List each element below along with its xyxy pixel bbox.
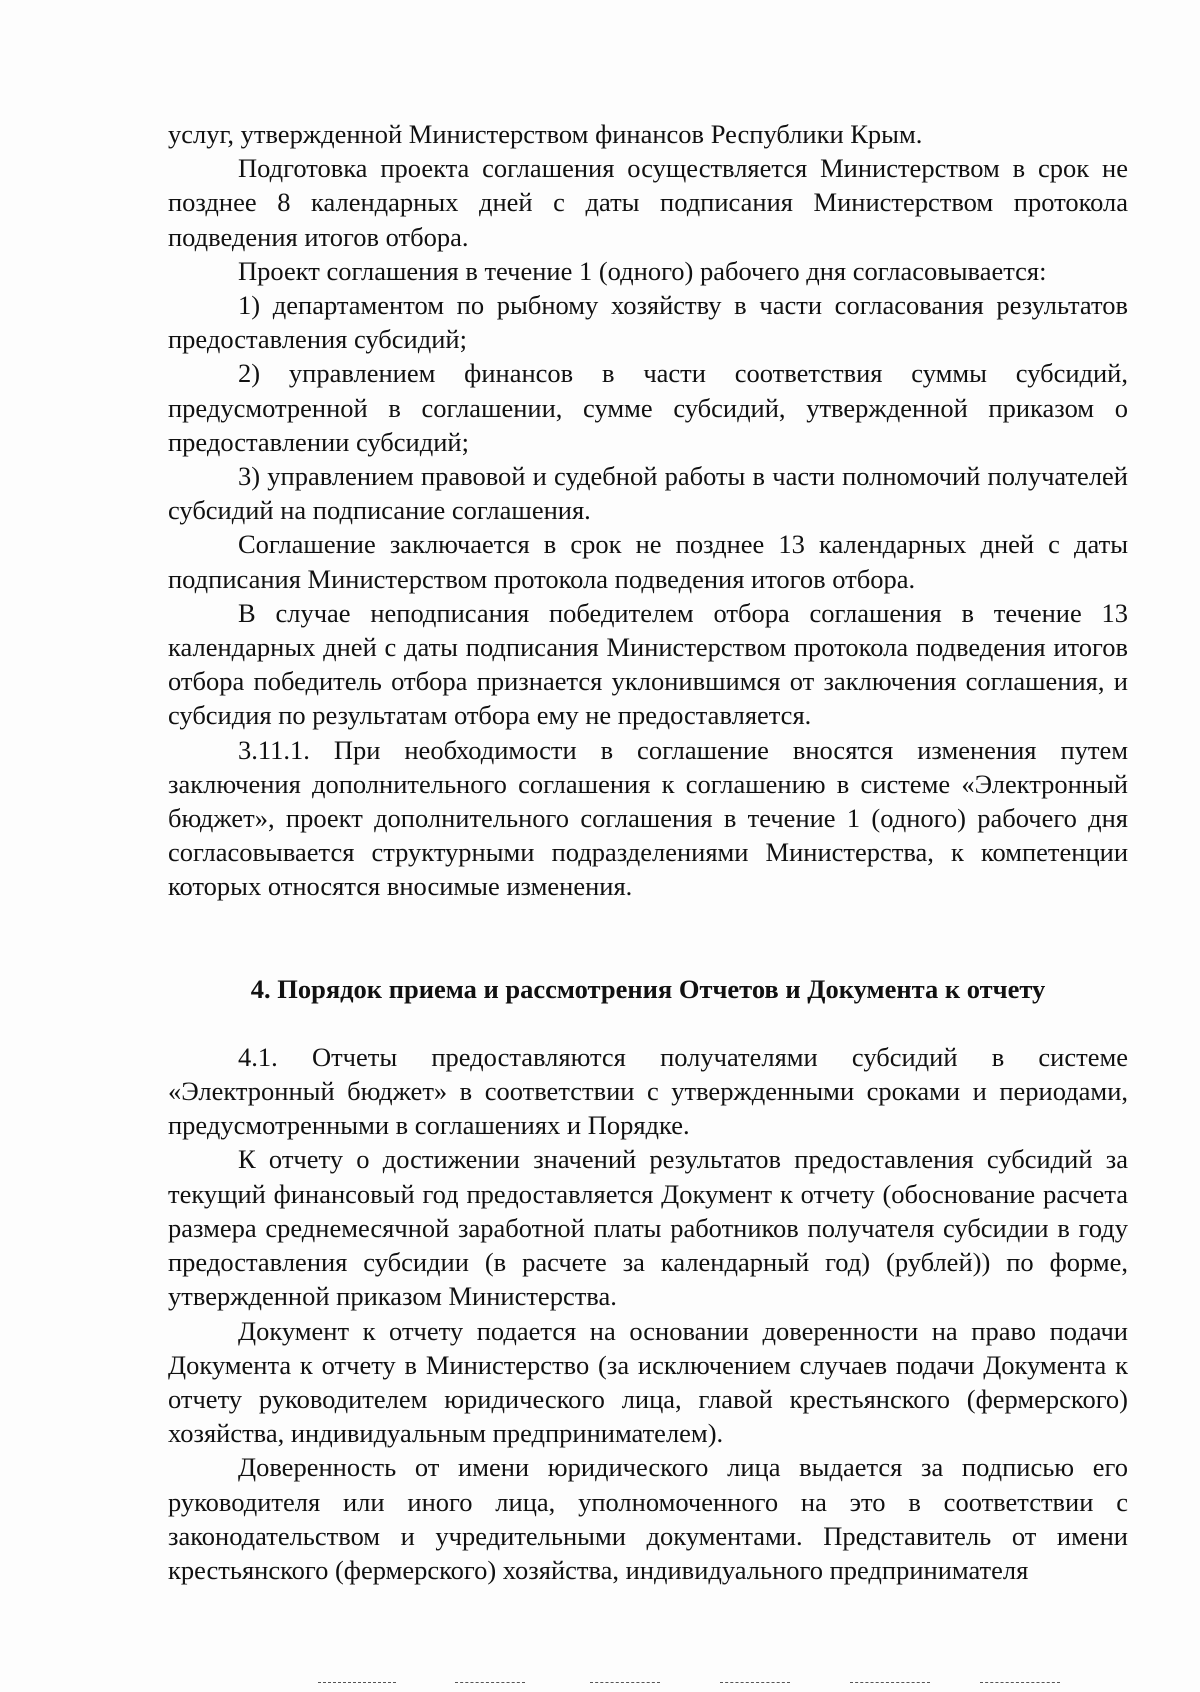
paragraph-agreement-deadline: Соглашение заключается в срок не позднее 13 календарных дней с даты подписания Министерством протокола подведения итогов отбора. <box>168 529 1128 594</box>
footer-scan-line <box>980 1682 1060 1683</box>
footer-scan-line <box>720 1682 790 1683</box>
footer-scan-line <box>590 1682 660 1683</box>
paragraph-4-1: 4.1. Отчеты предоставляются получателями субсидий в системе «Электронный бюджет» в соответствии с утвержденными сроками и периодами, предусмотренными в соглашениях и Порядке. <box>168 1041 1128 1141</box>
paragraph-non-signing: В случае неподписания победителем отбора соглашения в течение 13 календарных дней с даты подписания Министерством протокола подведения итогов отбора победитель отбора признается уклонившимся от заключения соглашения, и субсидия по результатам отбора ему не предоставляется. <box>168 597 1128 731</box>
footer-scan-line <box>455 1682 525 1683</box>
paragraph-3-11-1: 3.11.1. При необходимости в соглашение вносятся изменения путем заключения дополнительного соглашения к соглашению в системе «Электронный бюджет», проект дополнительного соглашения в течение 1 (одного) рабочего дня согласовывается структурными подразделениями Министерства, к компетенции которых относятся вносимые изменения. <box>168 734 1128 902</box>
paragraph-power-of-attorney: Документ к отчету подается на основании доверенности на право подачи Документа к отчету в Министерство (за исключением случаев подачи Документа к отчету руководителем юридического лица, главой крестьянского (фермерского) хозяйства, индивидуальным предпринимателем). <box>168 1315 1128 1449</box>
footer-scan-line <box>318 1682 396 1683</box>
section-heading: 4. Порядок приема и рассмотрения Отчетов и Документа к отчету <box>250 973 1046 1004</box>
paragraph-approval-intro: Проект соглашения в течение 1 (одного) рабочего дня согласовывается: <box>238 255 1047 286</box>
list-item-fisheries-department: 1) департаментом по рыбному хозяйству в части согласования результатов предоставления субсидий; <box>168 290 1128 355</box>
paragraph-attorney-issuance: Доверенность от имени юридического лица выдается за подписью его руководителя или иного лица, уполномоченного на это в соответствии с законодательством и учредительными документами. Представитель от имени крестьянского (фермерского) хозяйства, индивидуального предпринимателя <box>168 1452 1128 1585</box>
paragraph-draft-preparation: Подготовка проекта соглашения осуществляется Министерством в срок не позднее 8 календарных дней с даты подписания Министерством протокола подведения итогов отбора. <box>168 153 1128 252</box>
document-body <box>168 117 1128 1587</box>
list-item-finance-office: 2) управлением финансов в части соответствия суммы субсидий, предусмотренной в соглашении, сумме субсидий, утвержденной приказом о предоставлении субсидий; <box>168 358 1128 457</box>
footer-scan-line <box>850 1682 930 1683</box>
paragraph-continuation: услуг, утвержденной Министерством финансов Республики Крым. <box>168 119 923 149</box>
list-item-legal-office: 3) управлением правовой и судебной работы в части полномочий получателей субсидий на подписание соглашения. <box>168 461 1128 526</box>
paragraph-report-document: К отчету о достижении значений результатов предоставления субсидий за текущий финансовый год предоставляется Документ к отчету (обоснование расчета размера среднемесячной заработной платы работников получателя субсидии в году предоставления субсидии (в расчете за календарный год) (рублей)) по форме, утвержденной приказом Министерства. <box>168 1144 1128 1312</box>
